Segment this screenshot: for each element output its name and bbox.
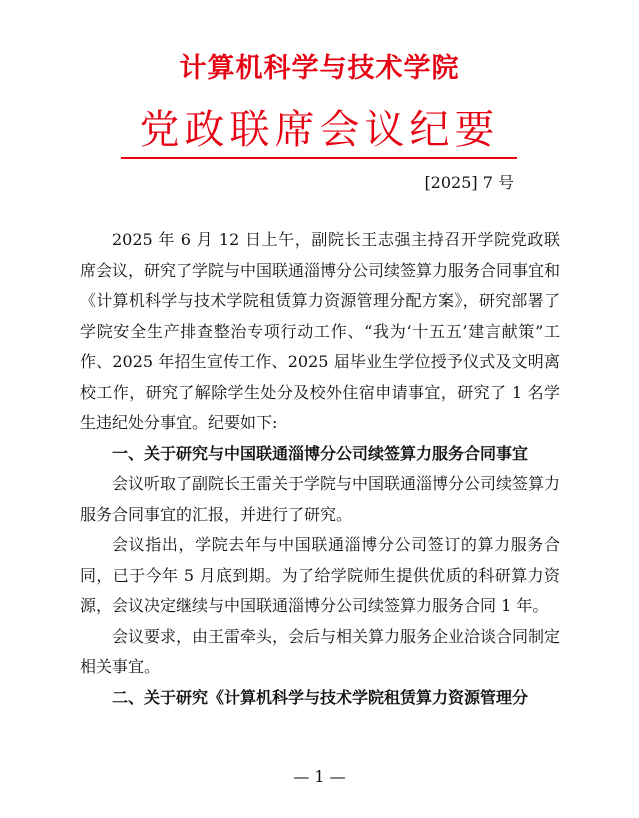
document-body [80, 225, 560, 713]
organization-name: 计算机科学与技术学院 [179, 53, 460, 84]
section-heading-1: 一、关于研究与中国联通淄博分公司续签算力服务合同事宜 [112, 443, 529, 463]
section-1-paragraph-1: 会议听取了副院长王雷关于学院与中国联通淄博分公司续签算力服务合同事宜的汇报，并进行了研究。 [80, 474, 561, 524]
header-red-rule [121, 157, 517, 159]
section-1-paragraph-2: 会议指出，学院去年与中国联通淄博分公司签订的算力服务合同，已于今年 5 月底到期。为了给学院师生提供优质的科研算力资源，会议决定继续与中国联通淄博分公司续签算力服务合同 1 年。 [80, 535, 560, 615]
document-number: [2025] 7 号 [424, 173, 514, 192]
intro-paragraph: 2025 年 6 月 12 日上午，副院长王志强主持召开学院党政联席会议，研究了学院与中国联通淄博分公司续签算力服务合同事宜和《计算机科学与技术学院租赁算力资源管理分配方案》，研究部署了学院安全生产排查整治专项行动工作、“我为‘十五五’建言献策”工作、2025 年招生宣传工作、2025 届毕业生学位授予仪式及文明离校工作，研究了解除学生处分及校外住宿申请事宜，研究了 1 名学生违纪处分事宜。纪要如下: [80, 230, 561, 432]
section-heading-2: 二、关于研究《计算机科学与技术学院租赁算力资源管理分 [112, 687, 529, 707]
page-number: — 1 — [293, 767, 346, 786]
document-title: 党政联席会议纪要 [139, 107, 500, 153]
section-1-paragraph-3: 会议要求，由王雷牵头，会后与相关算力服务企业洽谈合同制定相关事宜。 [80, 626, 561, 676]
